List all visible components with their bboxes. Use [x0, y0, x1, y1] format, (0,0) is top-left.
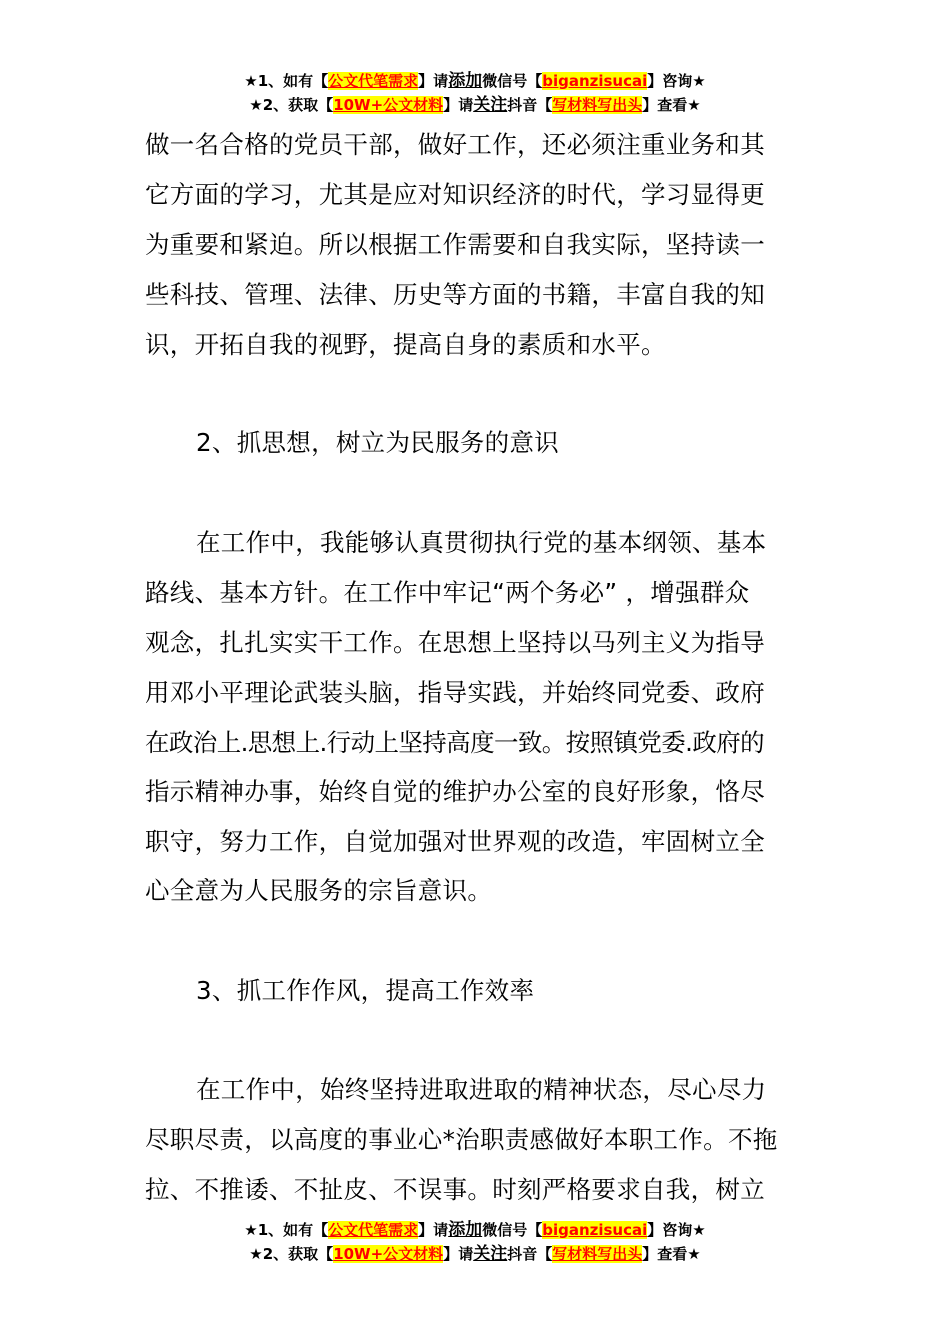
text: 】查看★ [642, 1245, 701, 1263]
text: ★1、如有【 [244, 1221, 329, 1239]
text: 】咨询★ [647, 1221, 706, 1239]
promo-banner-bottom-2 [0, 1243, 950, 1265]
body-line: 拉、不推诿、不扯皮、不误事。时刻严格要求自我，树立 [145, 1175, 765, 1204]
text: 添加 [448, 1220, 483, 1240]
body-line: 识，开拓自我的视野，提高自身的素质和水平。 [145, 330, 666, 359]
highlight: 写材料写出头 [552, 1245, 643, 1263]
text: 】请 [418, 1221, 449, 1239]
body-line: 做一名合格的党员干部，做好工作，还必须注重业务和其 [145, 130, 765, 159]
wechat-id: biganzisucai [542, 72, 648, 90]
text: 】查看★ [642, 96, 701, 114]
section-heading: 3、抓工作作风，提高工作效率 [196, 976, 535, 1005]
text: 】请 [443, 1245, 474, 1263]
highlight: 公文代笔需求 [328, 1221, 419, 1239]
text: ★1、如有【 [244, 72, 329, 90]
body-line: 在工作中，始终坚持进取进取的精神状态，尽心尽力 [196, 1075, 767, 1104]
highlight: 10W+公文材料 [333, 1245, 444, 1263]
text: 抖音【 [507, 96, 553, 114]
text: 添加 [448, 71, 483, 91]
text: 】咨询★ [647, 72, 706, 90]
promo-banner-bottom-1 [0, 1219, 950, 1241]
body-line: 用邓小平理论武装头脑，指导实践，并始终同党委、政府 [145, 678, 765, 707]
wechat-id: biganzisucai [542, 1221, 648, 1239]
text: 抖音【 [507, 1245, 553, 1263]
text: 关注 [473, 95, 508, 115]
highlight: 写材料写出头 [552, 96, 643, 114]
section-heading: 2、抓思想，树立为民服务的意识 [196, 428, 560, 457]
body-line: 它方面的学习，尤其是应对知识经济的时代，学习显得更 [145, 180, 765, 209]
body-line: 在政治上.思想上.行动上坚持高度一致。按照镇党委.政府的 [145, 728, 765, 757]
body-line: 观念，扎扎实实干工作。在思想上坚持以马列主义为指导 [145, 628, 765, 657]
text: 】请 [418, 72, 449, 90]
text: 微信号【 [482, 1221, 543, 1239]
body-line: 些科技、管理、法律、历史等方面的书籍，丰富自我的知 [145, 280, 765, 309]
highlight: 公文代笔需求 [328, 72, 419, 90]
text: 】请 [443, 96, 474, 114]
promo-banner-top-2 [0, 94, 950, 116]
highlight: 10W+公文材料 [333, 96, 444, 114]
text: 微信号【 [482, 72, 543, 90]
text: ★2、获取【 [249, 1245, 334, 1263]
body-line: 路线、基本方针。在工作中牢记“两个务必” ，增强群众 [145, 578, 750, 607]
body-line: 职守，努力工作，自觉加强对世界观的改造，牢固树立全 [145, 827, 765, 856]
promo-banner-top-1 [0, 70, 950, 92]
body-line: 心全意为人民服务的宗旨意识。 [145, 876, 493, 905]
body-line: 在工作中，我能够认真贯彻执行党的基本纲领、基本 [196, 528, 767, 557]
body-line: 尽职尽责，以高度的事业心*治职责感做好本职工作。不拖 [145, 1125, 778, 1154]
body-line: 指示精神办事，始终自觉的维护办公室的良好形象，恪尽 [145, 777, 765, 806]
text: 关注 [473, 1244, 508, 1264]
text: ★2、获取【 [249, 96, 334, 114]
body-line: 为重要和紧迫。所以根据工作需要和自我实际，坚持读一 [145, 230, 765, 259]
